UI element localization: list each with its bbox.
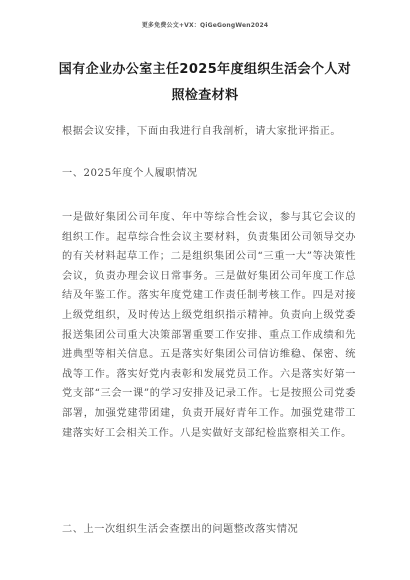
- section-1-body: 一是做好集团公司年度、年中等综合性会议，参与其它会议的组织工作。起草综合性会议主要材料，负责集团公司领导交办的有关材料起草工作；二是组织集团公司“三重一大”等决策性会议，负责办理会议日常事务。三是做好集团公司年度工作总结及年鉴工作。落实年度党建工作责任制考核工作。四是对接上级党组织，及时传达上级党组织指示精神。负责向上级党委报送集团公司重大决策部署重要工作安排、重点工作成绩和先进典型等相关信息。五是落实好集团公司信访维稳、保密、统战等工作。落实好党内表彰和发展党员工作。六是落实好第一党支部“三会一课”的学习安排及记录工作。七是按照公司党委部署，加强党建带团建，负责开展好青年工作。加强党建带工建落实好工会相关工作。八是实做好支部纪检监察相关工作。: [62, 212, 356, 439]
- document-title: 国有企业办公室主任2025年度组织生活会个人对照检查材料: [58, 62, 352, 103]
- header-note: 更多免费公文+VX：QiGeGongWen2024: [141, 22, 269, 29]
- intro-paragraph: 根据会议安排，下面由我进行自我剖析，请大家批评指正。: [62, 126, 342, 137]
- section-1-heading: 一、2025年度个人履职情况: [62, 168, 198, 179]
- section-2-heading: 二、上一次组织生活会查摆出的问题整改落实情况: [62, 524, 299, 535]
